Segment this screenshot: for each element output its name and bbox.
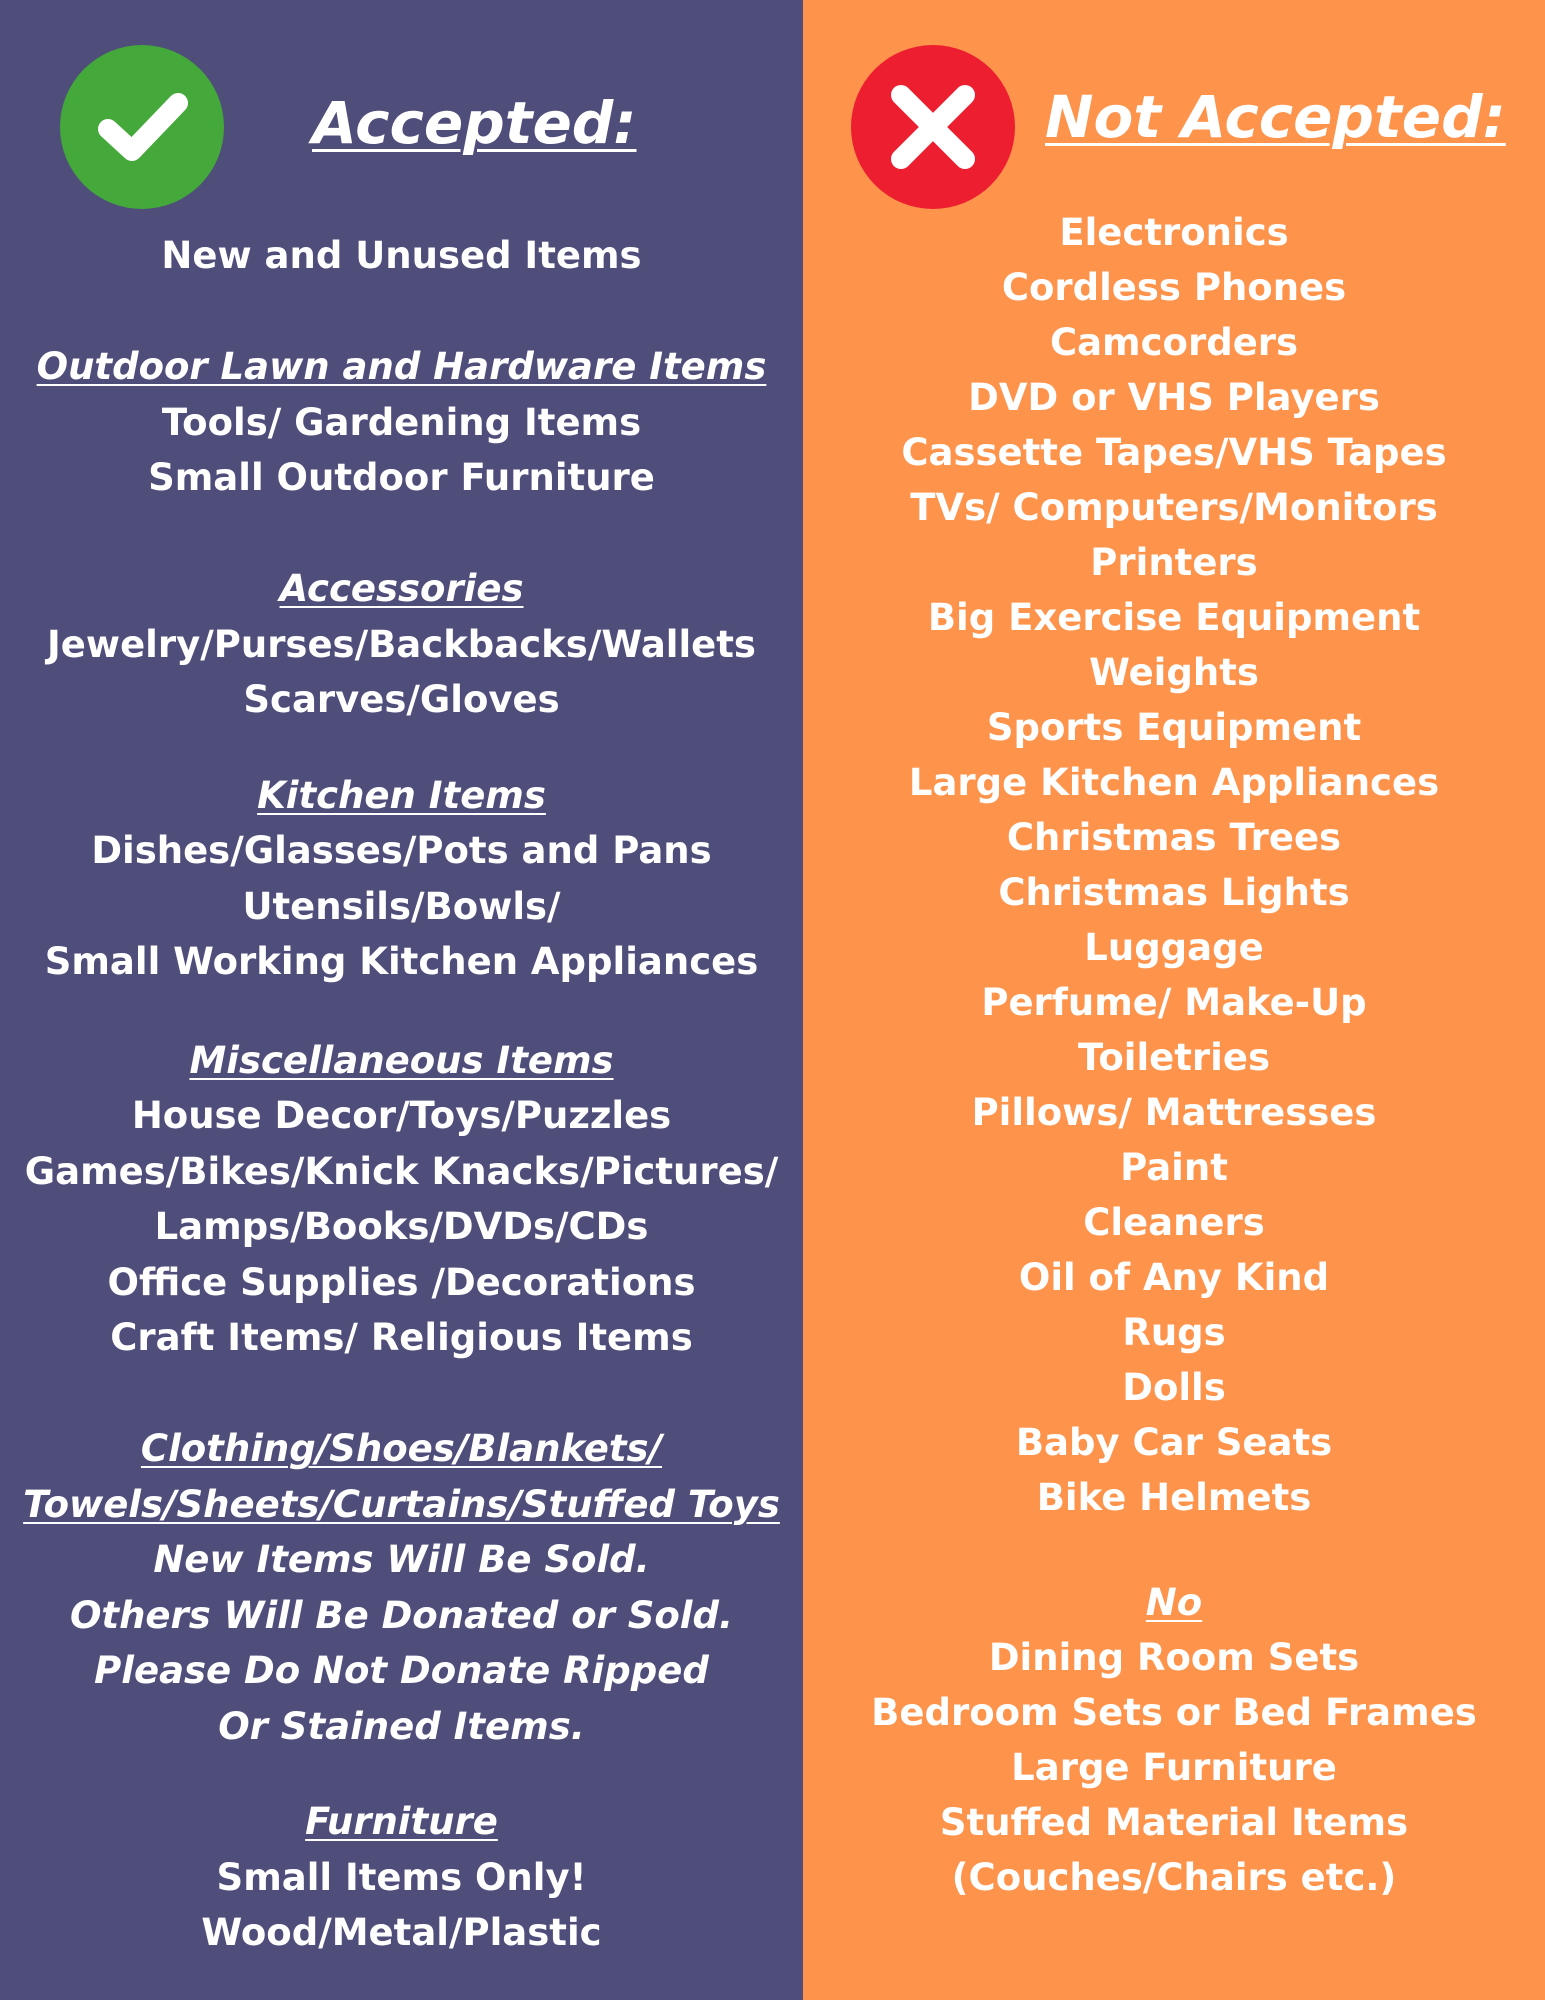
list-item: Dishes/Glasses/Pots and Pans xyxy=(91,829,712,872)
accepted-intro: New and Unused Items xyxy=(161,234,642,277)
list-item: Sports Equipment xyxy=(986,706,1362,749)
category-title-misc: Miscellaneous Items xyxy=(189,1038,614,1082)
list-item: Rugs xyxy=(1122,1311,1226,1354)
category-title-clothing: Clothing/Shoes/Blankets/ xyxy=(140,1427,663,1470)
list-item: Craft Items/ Religious Items xyxy=(110,1316,693,1359)
accepted-heading: Accepted: xyxy=(312,89,637,157)
not-accepted-column xyxy=(803,0,1545,2000)
list-item: Small Outdoor Furniture xyxy=(148,456,655,499)
category-title-furniture: Furniture xyxy=(305,1800,498,1843)
list-item: (Couches/Chairs etc.) xyxy=(951,1856,1397,1899)
list-item: Large Furniture xyxy=(1011,1746,1337,1789)
list-item: Tools/ Gardening Items xyxy=(161,400,642,444)
list-item: Scarves/Gloves xyxy=(243,678,560,721)
list-item: Games/Bikes/Knick Knacks/Pictures/ xyxy=(24,1149,779,1193)
list-item: Wood/Metal/Plastic xyxy=(201,1911,602,1954)
list-item: Cassette Tapes/VHS Tapes xyxy=(901,431,1447,474)
clothing-note: Please Do Not Donate Ripped xyxy=(94,1649,709,1692)
list-item: Stuffed Material Items xyxy=(939,1801,1409,1844)
list-item: Electronics xyxy=(1059,211,1289,254)
list-item: DVD or VHS Players xyxy=(968,376,1380,419)
list-item: Cleaners xyxy=(1083,1201,1265,1244)
accepted-list xyxy=(0,228,803,1961)
list-item: Christmas Trees xyxy=(1006,816,1342,859)
list-item: Luggage xyxy=(1084,926,1264,969)
not-accepted-list xyxy=(803,205,1545,1905)
clothing-note: Others Will Be Donated or Sold. xyxy=(69,1593,734,1637)
list-item: Large Kitchen Appliances xyxy=(908,761,1440,804)
list-item: Jewelry/Purses/Backbacks/Wallets xyxy=(47,622,756,666)
checkmark-icon xyxy=(60,45,224,209)
list-item: Big Exercise Equipment xyxy=(927,596,1421,639)
category-title-clothing-line2: Towels/Sheets/Curtains/Stuffed Toys xyxy=(23,1482,780,1526)
list-item: Small Working Kitchen Appliances xyxy=(44,940,759,983)
list-item: Oil of Any Kind xyxy=(1018,1256,1330,1299)
category-title-outdoor: Outdoor Lawn and Hardware Items xyxy=(36,345,767,388)
list-item: Camcorders xyxy=(1049,321,1299,364)
list-item: TVs/ Computers/Monitors xyxy=(910,486,1438,529)
list-item: House Decor/Toys/Puzzles xyxy=(131,1094,672,1137)
list-item: Baby Car Seats xyxy=(1015,1421,1333,1464)
category-title-kitchen: Kitchen Items xyxy=(257,773,546,817)
list-item: Bedroom Sets or Bed Frames xyxy=(871,1691,1477,1734)
list-item: Dolls xyxy=(1122,1366,1226,1409)
list-item: Bike Helmets xyxy=(1036,1476,1312,1519)
list-item: Dining Room Sets xyxy=(988,1636,1360,1679)
list-item: Christmas Lights xyxy=(998,871,1350,914)
list-item: Pillows/ Mattresses xyxy=(971,1091,1377,1134)
clothing-note: New Items Will Be Sold. xyxy=(153,1538,650,1581)
list-item: Lamps/Books/DVDs/CDs xyxy=(154,1205,649,1248)
not-accepted-heading: Not Accepted: xyxy=(1045,83,1506,151)
list-item: Perfume/ Make-Up xyxy=(981,981,1367,1024)
list-item: Paint xyxy=(1120,1146,1228,1189)
category-title-accessories: Accessories xyxy=(279,567,524,610)
list-item: Cordless Phones xyxy=(1001,266,1347,309)
category-title-no: No xyxy=(1145,1581,1203,1624)
list-item: Utensils/Bowls/ xyxy=(242,884,561,928)
x-mark-icon xyxy=(851,45,1015,209)
list-item: Small Items Only! xyxy=(216,1855,587,1899)
list-item: Weights xyxy=(1089,651,1259,694)
list-item: Office Supplies /Decorations xyxy=(107,1260,696,1304)
list-item: Printers xyxy=(1090,541,1258,584)
list-item: Toiletries xyxy=(1078,1036,1270,1079)
clothing-note: Or Stained Items. xyxy=(218,1704,585,1748)
